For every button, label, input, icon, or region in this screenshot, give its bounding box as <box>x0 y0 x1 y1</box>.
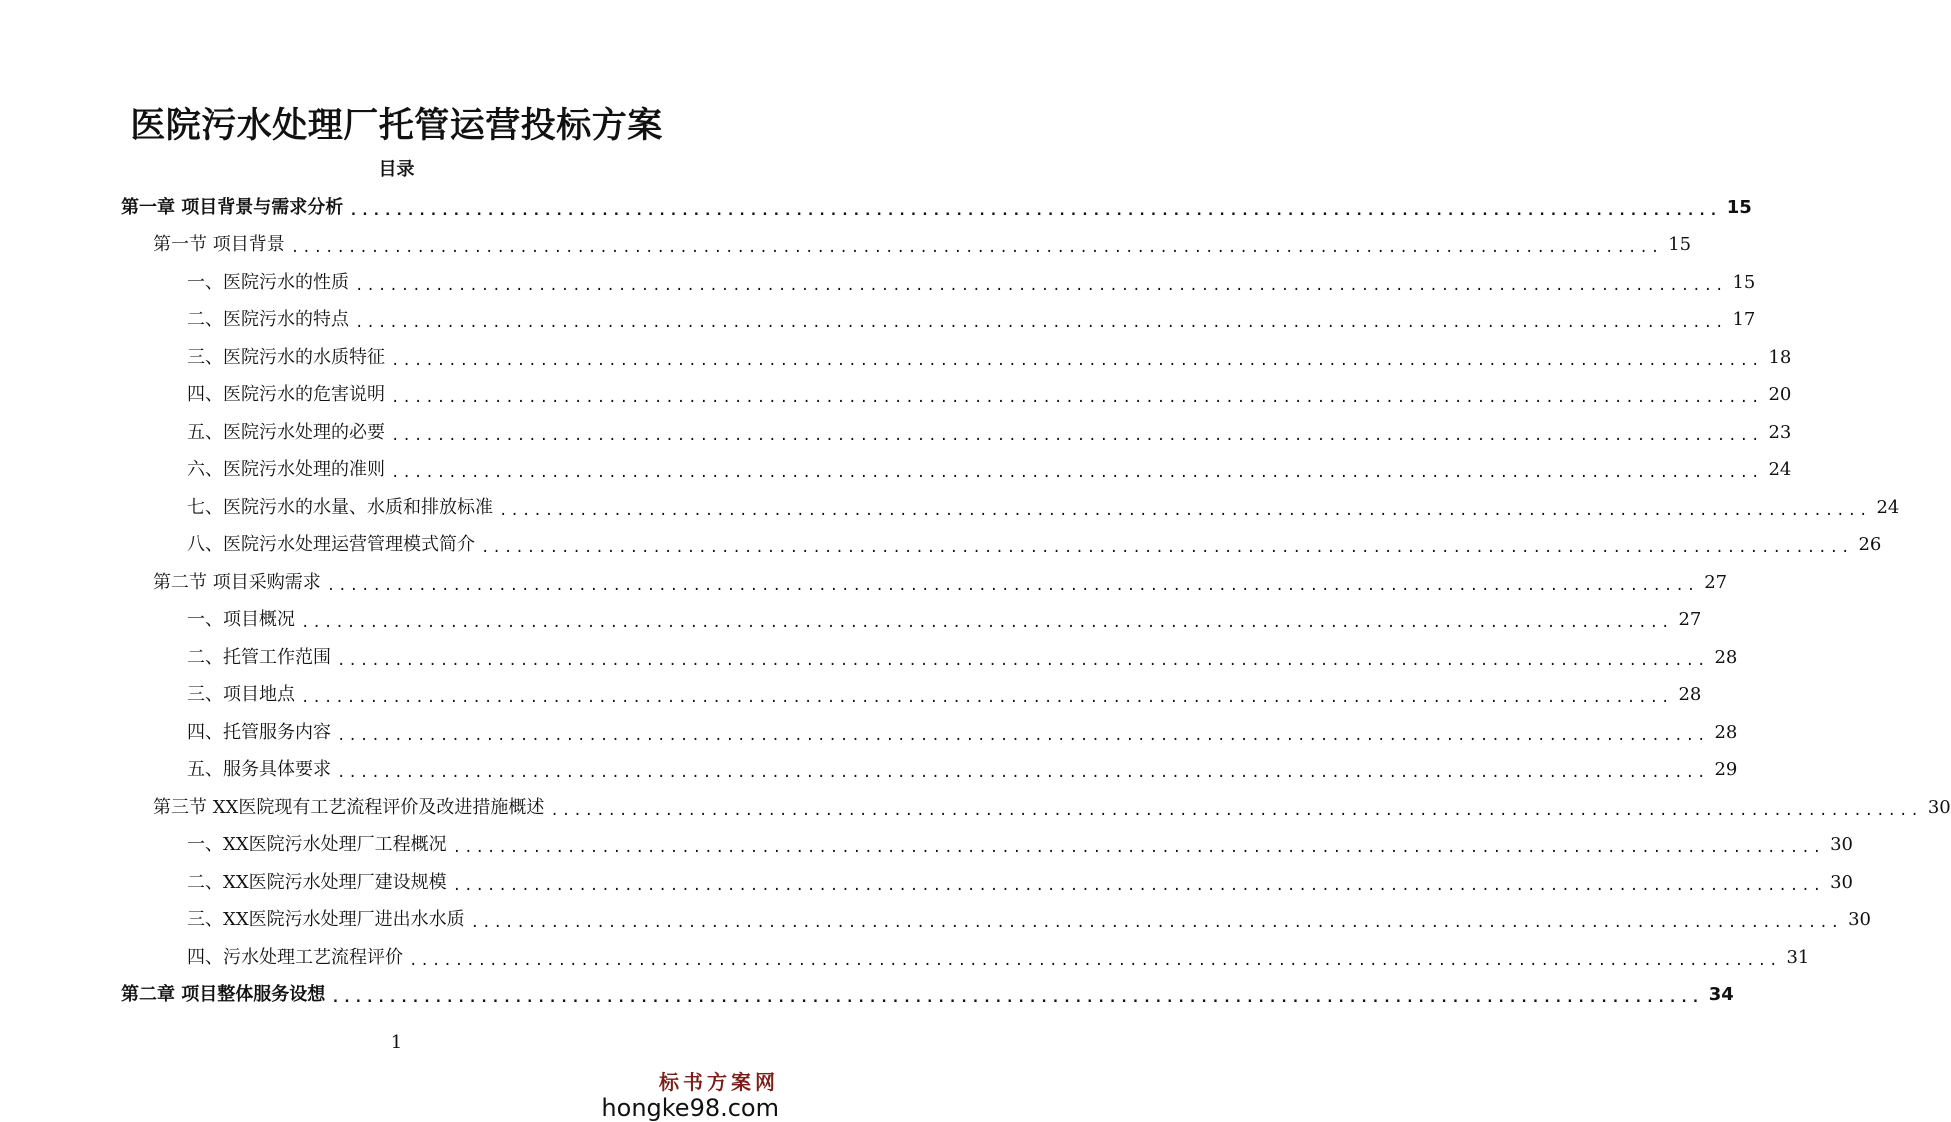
toc-entry-label: 五、服务具体要求 <box>187 759 331 780</box>
toc-dot-leader: ........................................................................................................................ <box>391 427 1763 444</box>
document-title: 医院污水处理厂托管运营投标方案 <box>130 106 663 146</box>
toc-entry-item[interactable] <box>187 339 1792 376</box>
toc-dot-leader: ........................................................................................................................ <box>355 315 1727 331</box>
toc-entry-page: 20 <box>1768 384 1792 405</box>
toc-entry-section[interactable] <box>153 789 1951 826</box>
toc-entry-page: 15 <box>1726 196 1752 218</box>
toc-entry-item[interactable] <box>187 677 1702 714</box>
toc-entry-page: 15 <box>1732 271 1756 293</box>
toc-entry-item[interactable] <box>187 527 1882 564</box>
toc-entry-item[interactable] <box>187 452 1792 489</box>
toc-entry-label: 七、医院污水的水量、水质和排放标准 <box>187 496 493 518</box>
toc-entry-item[interactable] <box>187 602 1702 639</box>
toc-entry-chapter[interactable] <box>121 189 1752 226</box>
toc-dot-leader: ........................................................................................................................ <box>337 727 1709 744</box>
toc-dot-leader: ........................................................................................................................ <box>301 615 1673 631</box>
toc-entry-label: 二、托管工作范围 <box>187 646 331 668</box>
toc-entry-label: 二、医院污水的特点 <box>187 309 349 330</box>
toc-dot-leader: ........................................................................................................................ <box>452 840 1825 856</box>
toc-entry-chapter[interactable] <box>121 977 1734 1014</box>
watermark-url: hongke98.com <box>601 1094 779 1122</box>
toc-entry-label: 一、项目概况 <box>187 609 295 630</box>
toc-dot-leader: ........................................................................................................................ <box>481 540 1853 556</box>
toc-dot-leader: ........................................................................................................................ <box>349 202 1721 219</box>
toc-entry-page: 34 <box>1708 984 1734 1005</box>
toc-dot-leader: ........................................................................................................................ <box>470 915 1843 931</box>
toc-dot-leader: ........................................................................................................................ <box>391 352 1763 369</box>
toc-entry-label: 二、XX医院污水处理厂建设规模 <box>187 871 447 893</box>
toc-entry-page: 27 <box>1678 609 1702 630</box>
toc-entry-label: 八、医院污水处理运营管理模式简介 <box>187 534 475 555</box>
toc-entry-item[interactable] <box>187 264 1756 301</box>
toc-entry-label: 三、项目地点 <box>187 684 295 705</box>
toc-dot-leader: ........................................................................................................................ <box>301 690 1673 706</box>
toc-entry-page: 31 <box>1786 946 1810 968</box>
toc-entry-page: 17 <box>1732 309 1756 330</box>
toc-entry-item[interactable] <box>187 827 1853 864</box>
toc-entry-section[interactable] <box>153 564 1728 601</box>
toc-dot-leader: ........................................................................................................................ <box>355 277 1727 294</box>
toc-entry-page: 29 <box>1714 759 1738 780</box>
toc-dot-leader: ........................................................................................................................ <box>409 952 1781 969</box>
toc-entry-label: 四、医院污水的危害说明 <box>187 384 385 405</box>
toc-entry-page: 18 <box>1768 346 1792 368</box>
toc-entry-page: 28 <box>1714 646 1738 668</box>
toc-entry-item[interactable] <box>187 489 1900 526</box>
toc-entry-label: 三、XX医院污水处理厂进出水水质 <box>187 909 465 930</box>
toc-entry-label: 第三节 XX医院现有工艺流程评价及改进措施概述 <box>153 796 545 818</box>
toc-entry-label: 六、医院污水处理的准则 <box>187 459 385 480</box>
watermark-site-name: 标书方案网 <box>659 1070 779 1094</box>
toc-entry-label: 四、托管服务内容 <box>187 721 331 743</box>
toc-entry-page: 24 <box>1768 459 1792 480</box>
toc-entry-label: 第一章 项目背景与需求分析 <box>121 196 344 218</box>
toc-entry-page: 28 <box>1678 684 1702 705</box>
toc-entry-label: 第一节 项目背景 <box>153 234 285 255</box>
toc-dot-leader: ........................................................................................................................ <box>290 240 1663 256</box>
toc-entry-page: 23 <box>1768 421 1792 443</box>
watermark <box>601 1070 779 1122</box>
toc-dot-leader: ........................................................................................................................ <box>331 990 1703 1006</box>
toc-dot-leader: ........................................................................................................................ <box>326 577 1699 594</box>
toc-entry-item[interactable] <box>187 414 1792 451</box>
toc-entry-label: 五、医院污水处理的必要 <box>187 421 385 443</box>
toc-entry-page: 26 <box>1858 534 1882 555</box>
toc-entry-label: 第二章 项目整体服务设想 <box>121 984 326 1005</box>
toc-dot-leader: ........................................................................................................................ <box>337 652 1709 669</box>
toc-entry-label: 一、医院污水的性质 <box>187 271 349 293</box>
toc-entry-item[interactable] <box>187 377 1792 414</box>
toc-entry-page: 28 <box>1714 721 1738 743</box>
toc-entry-section[interactable] <box>153 227 1692 264</box>
toc-entry-page: 27 <box>1704 571 1728 593</box>
toc-entry-label: 三、医院污水的水质特征 <box>187 346 385 368</box>
toc-dot-leader: ........................................................................................................................ <box>391 465 1763 481</box>
toc-dot-leader: ........................................................................................................................ <box>550 802 1922 819</box>
toc-dot-leader: ........................................................................................................................ <box>452 877 1825 894</box>
toc-entry-page: 30 <box>1830 834 1853 855</box>
toc-entry-page: 30 <box>1927 796 1951 818</box>
toc-dot-leader: ........................................................................................................................ <box>391 390 1763 406</box>
toc-entry-item[interactable] <box>187 902 1871 939</box>
toc-entry-item[interactable] <box>187 639 1738 676</box>
toc-dot-leader: ........................................................................................................................ <box>337 765 1709 781</box>
toc-entry-page: 15 <box>1668 234 1692 255</box>
toc-entry-page: 30 <box>1830 871 1853 893</box>
toc-entry-label: 四、污水处理工艺流程评价 <box>187 946 403 968</box>
toc-dot-leader: ........................................................................................................................ <box>499 502 1871 519</box>
toc-entry-item[interactable] <box>187 714 1738 751</box>
toc-entry-item[interactable] <box>187 752 1738 789</box>
toc-entry-item[interactable] <box>187 302 1756 339</box>
toc-entry-label: 一、XX医院污水处理厂工程概况 <box>187 834 447 855</box>
toc-heading: 目录 <box>378 159 415 180</box>
toc-entry-label: 第二节 项目采购需求 <box>153 571 321 593</box>
toc-entry-page: 24 <box>1876 496 1900 518</box>
toc-entry-item[interactable] <box>187 864 1853 901</box>
toc-entry-item[interactable] <box>187 939 1810 976</box>
page-number: 1 <box>390 1032 403 1053</box>
toc-entry-page: 30 <box>1848 909 1871 930</box>
